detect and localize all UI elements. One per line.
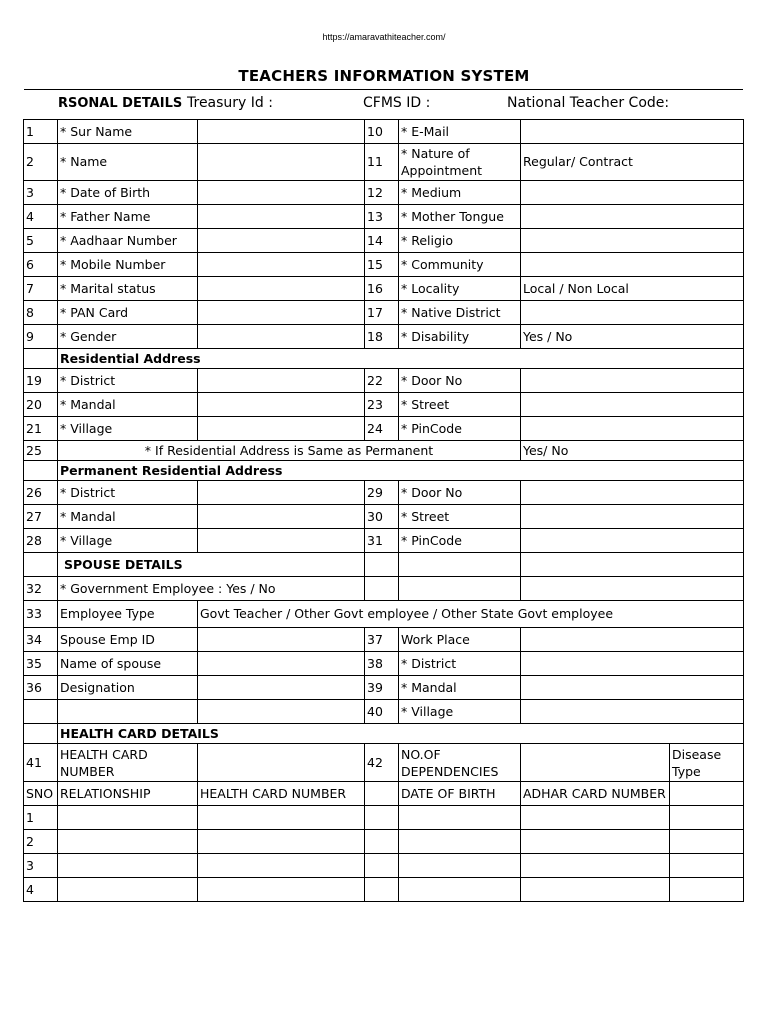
field-value-input[interactable] xyxy=(58,806,198,830)
field-value-input[interactable] xyxy=(521,744,670,782)
field-label: * Gender xyxy=(58,325,198,349)
row-number: 4 xyxy=(24,878,58,902)
form-row xyxy=(24,628,744,652)
field-value-input[interactable] xyxy=(521,301,744,325)
field-label: * Village xyxy=(58,417,198,441)
row-number: 6 xyxy=(24,253,58,277)
empty-cell xyxy=(365,553,399,577)
field-value-input[interactable] xyxy=(198,229,365,253)
field-label: * Aadhaar Number xyxy=(58,229,198,253)
field-value-input[interactable] xyxy=(670,806,744,830)
title-divider xyxy=(24,89,743,90)
field-label: * PAN Card xyxy=(58,301,198,325)
row-number: 28 xyxy=(24,529,58,553)
row-number: 12 xyxy=(365,181,399,205)
form-row xyxy=(24,393,744,417)
form-row xyxy=(24,369,744,393)
field-value-input[interactable] xyxy=(198,676,365,700)
form-row xyxy=(24,325,744,349)
section-permanent-address-title: Permanent Residential Address xyxy=(58,461,744,481)
field-label: * PinCode xyxy=(399,417,521,441)
field-label: * Mother Tongue xyxy=(399,205,521,229)
treasury-id-label: Treasury Id : xyxy=(187,95,273,111)
teacher-info-form xyxy=(23,119,744,902)
row-number: 29 xyxy=(365,481,399,505)
field-label: * Locality xyxy=(399,277,521,301)
form-row xyxy=(24,577,744,601)
field-value-input[interactable] xyxy=(399,830,521,854)
field-value-input[interactable] xyxy=(198,700,365,724)
row-number: 19 xyxy=(24,369,58,393)
field-value-input[interactable] xyxy=(521,481,744,505)
row-number xyxy=(24,700,58,724)
form-row xyxy=(24,253,744,277)
field-value-input[interactable] xyxy=(198,205,365,229)
field-label: Name of spouse xyxy=(58,652,198,676)
table-row xyxy=(24,854,744,878)
column-header xyxy=(670,782,744,806)
field-value-input[interactable] xyxy=(521,253,744,277)
row-number: 15 xyxy=(365,253,399,277)
field-label: * E-Mail xyxy=(399,120,521,144)
field-value-input[interactable] xyxy=(58,878,198,902)
field-value-input[interactable] xyxy=(399,878,521,902)
row-number: 1 xyxy=(24,806,58,830)
row-number: 21 xyxy=(24,417,58,441)
field-value-input[interactable] xyxy=(198,481,365,505)
form-row xyxy=(24,652,744,676)
section-residential-address xyxy=(24,349,744,369)
field-value-input[interactable] xyxy=(521,806,670,830)
field-label: * Religio xyxy=(399,229,521,253)
field-label: * Medium xyxy=(399,181,521,205)
field-value-input[interactable] xyxy=(521,229,744,253)
row-number: 13 xyxy=(365,205,399,229)
column-header: DATE OF BIRTH xyxy=(399,782,521,806)
form-row xyxy=(24,529,744,553)
field-label: * Village xyxy=(399,700,521,724)
row-number xyxy=(24,553,58,577)
field-label: * Father Name xyxy=(58,205,198,229)
row-number: 42 xyxy=(365,744,399,782)
field-value-input[interactable] xyxy=(198,253,365,277)
field-value-input[interactable] xyxy=(198,505,365,529)
row-number: 4 xyxy=(24,205,58,229)
field-value-input[interactable] xyxy=(399,577,521,601)
field-label: * Community xyxy=(399,253,521,277)
field-value-input[interactable] xyxy=(365,830,399,854)
field-label: Employee Type xyxy=(58,601,198,628)
field-label: * Door No xyxy=(399,481,521,505)
field-label: * Mandal xyxy=(58,393,198,417)
form-row xyxy=(24,505,744,529)
row-number: 35 xyxy=(24,652,58,676)
row-number: 16 xyxy=(365,277,399,301)
section-residential-address-title: Residential Address xyxy=(58,349,744,369)
national-teacher-code-label: National Teacher Code: xyxy=(507,95,670,111)
cfms-id-label: CFMS ID : xyxy=(363,95,431,111)
row-number: 31 xyxy=(365,529,399,553)
field-label: NO.OF DEPENDENCIES xyxy=(399,744,521,782)
row-number: 9 xyxy=(24,325,58,349)
row-number xyxy=(24,349,58,369)
field-value-input[interactable] xyxy=(198,325,365,349)
field-value-input[interactable] xyxy=(521,577,744,601)
column-header: ADHAR CARD NUMBER xyxy=(521,782,670,806)
field-value-input[interactable] xyxy=(521,505,744,529)
row-number xyxy=(24,461,58,481)
field-value-input[interactable] xyxy=(521,628,744,652)
form-row xyxy=(24,700,744,724)
field-value-input[interactable] xyxy=(365,806,399,830)
section-spouse-details-title: SPOUSE DETAILS xyxy=(58,553,365,577)
field-value-input[interactable] xyxy=(670,878,744,902)
field-label: * Disability xyxy=(399,325,521,349)
field-label: * If Residential Address is Same as Permanent xyxy=(58,441,521,461)
row-number xyxy=(24,724,58,744)
empty-cell xyxy=(521,553,744,577)
table-row xyxy=(24,830,744,854)
form-row xyxy=(24,301,744,325)
row-number: 40 xyxy=(365,700,399,724)
row-number: 14 xyxy=(365,229,399,253)
field-label: Disease Type xyxy=(670,744,744,782)
field-value-input[interactable] xyxy=(198,744,365,782)
field-label: * Date of Birth xyxy=(58,181,198,205)
page-title: TEACHERS INFORMATION SYSTEM xyxy=(238,67,530,85)
field-label: * Government Employee : Yes / No xyxy=(58,577,365,601)
field-value-input[interactable] xyxy=(521,854,670,878)
field-value-input[interactable] xyxy=(521,120,744,144)
field-value-input[interactable] xyxy=(399,854,521,878)
row-number: 23 xyxy=(365,393,399,417)
row-number: 30 xyxy=(365,505,399,529)
field-value-input[interactable] xyxy=(198,529,365,553)
column-header: RELATIONSHIP xyxy=(58,782,198,806)
row-number: 34 xyxy=(24,628,58,652)
field-value-input[interactable] xyxy=(198,417,365,441)
field-value-input[interactable] xyxy=(521,417,744,441)
table-row xyxy=(24,878,744,902)
field-value-input[interactable] xyxy=(198,628,365,652)
field-label: * District xyxy=(58,481,198,505)
section-health-card-details-title: HEALTH CARD DETAILS xyxy=(58,724,744,744)
row-number: 3 xyxy=(24,181,58,205)
field-value-input[interactable] xyxy=(198,120,365,144)
row-number: 22 xyxy=(365,369,399,393)
row-number: 11 xyxy=(365,144,399,181)
field-label: * Name xyxy=(58,144,198,181)
row-number: 10 xyxy=(365,120,399,144)
field-label: * Village xyxy=(58,529,198,553)
row-number: 33 xyxy=(24,601,58,628)
field-label: * District xyxy=(399,652,521,676)
field-value-input[interactable] xyxy=(198,854,365,878)
field-label: * District xyxy=(58,369,198,393)
column-header xyxy=(365,782,399,806)
field-value-input[interactable] xyxy=(198,830,365,854)
field-value-input[interactable] xyxy=(365,854,399,878)
row-number: 37 xyxy=(365,628,399,652)
field-value-input[interactable] xyxy=(198,144,365,181)
field-value-input[interactable] xyxy=(198,878,365,902)
row-number: 2 xyxy=(24,144,58,181)
field-value-input[interactable] xyxy=(365,577,399,601)
source-url: https://amaravathiteacher.com/ xyxy=(322,32,446,42)
form-row xyxy=(24,229,744,253)
field-label: * Mobile Number xyxy=(58,253,198,277)
field-value-input[interactable] xyxy=(198,181,365,205)
row-number: 17 xyxy=(365,301,399,325)
field-value-input[interactable] xyxy=(521,700,744,724)
column-header: HEALTH CARD NUMBER xyxy=(198,782,365,806)
row-number: 20 xyxy=(24,393,58,417)
field-label: * Street xyxy=(399,393,521,417)
field-label: * Door No xyxy=(399,369,521,393)
field-label: Work Place xyxy=(399,628,521,652)
field-value-input[interactable]: Local / Non Local xyxy=(521,277,744,301)
field-label: HEALTH CARD NUMBER xyxy=(58,744,198,782)
field-label: * Marital status xyxy=(58,277,198,301)
row-number: 2 xyxy=(24,830,58,854)
field-label: * Nature of Appointment xyxy=(399,144,521,181)
form-row xyxy=(24,481,744,505)
field-label: * Sur Name xyxy=(58,120,198,144)
field-value-input[interactable] xyxy=(521,529,744,553)
section-permanent-address xyxy=(24,461,744,481)
field-value-input[interactable] xyxy=(365,878,399,902)
field-value-input[interactable] xyxy=(198,369,365,393)
field-value-input[interactable] xyxy=(521,830,670,854)
field-label: Designation xyxy=(58,676,198,700)
field-label: * PinCode xyxy=(399,529,521,553)
field-value-input[interactable] xyxy=(198,806,365,830)
field-value-input[interactable]: Yes / No xyxy=(521,325,744,349)
field-value-input[interactable]: Regular/ Contract xyxy=(521,144,744,181)
column-header: SNO xyxy=(24,782,58,806)
form-row xyxy=(24,601,744,628)
field-value-input[interactable] xyxy=(521,676,744,700)
form-row xyxy=(24,744,744,782)
row-number: 27 xyxy=(24,505,58,529)
field-value-input[interactable] xyxy=(670,854,744,878)
field-value-input[interactable]: Govt Teacher / Other Govt employee / Other State Govt employee xyxy=(198,601,744,628)
table-row xyxy=(24,806,744,830)
row-number: 1 xyxy=(24,120,58,144)
field-value-input[interactable] xyxy=(521,181,744,205)
field-value-input[interactable] xyxy=(58,830,198,854)
row-number: 3 xyxy=(24,854,58,878)
row-number: 32 xyxy=(24,577,58,601)
field-value-input[interactable] xyxy=(399,806,521,830)
field-label: Spouse Emp ID xyxy=(58,628,198,652)
row-number: 25 xyxy=(24,441,58,461)
row-number: 36 xyxy=(24,676,58,700)
form-row xyxy=(24,205,744,229)
row-number: 5 xyxy=(24,229,58,253)
field-label xyxy=(58,700,198,724)
field-value-input[interactable] xyxy=(198,652,365,676)
field-label: * Mandal xyxy=(399,676,521,700)
field-label: * Native District xyxy=(399,301,521,325)
field-value-input[interactable]: Yes/ No xyxy=(521,441,744,461)
form-row xyxy=(24,144,744,181)
field-value-input[interactable] xyxy=(198,393,365,417)
row-number: 7 xyxy=(24,277,58,301)
row-number: 26 xyxy=(24,481,58,505)
form-row xyxy=(24,676,744,700)
field-label: * Street xyxy=(399,505,521,529)
form-row xyxy=(24,277,744,301)
field-label: * Mandal xyxy=(58,505,198,529)
row-number: 38 xyxy=(365,652,399,676)
field-value-input[interactable] xyxy=(670,830,744,854)
form-row xyxy=(24,120,744,144)
row-number: 18 xyxy=(365,325,399,349)
form-row xyxy=(24,441,744,461)
field-value-input[interactable] xyxy=(198,301,365,325)
field-value-input[interactable] xyxy=(521,205,744,229)
section-health-card-details xyxy=(24,724,744,744)
field-value-input[interactable] xyxy=(198,277,365,301)
row-number: 24 xyxy=(365,417,399,441)
section-personal-details: RSONAL DETAILS xyxy=(58,96,183,111)
field-value-input[interactable] xyxy=(58,854,198,878)
table-header-row xyxy=(24,782,744,806)
field-value-input[interactable] xyxy=(521,393,744,417)
row-number: 39 xyxy=(365,676,399,700)
field-value-input[interactable] xyxy=(521,652,744,676)
row-number: 41 xyxy=(24,744,58,782)
field-value-input[interactable] xyxy=(521,369,744,393)
empty-cell xyxy=(399,553,521,577)
form-row xyxy=(24,417,744,441)
form-row xyxy=(24,181,744,205)
field-value-input[interactable] xyxy=(521,878,670,902)
section-spouse-details xyxy=(24,553,744,577)
row-number: 8 xyxy=(24,301,58,325)
